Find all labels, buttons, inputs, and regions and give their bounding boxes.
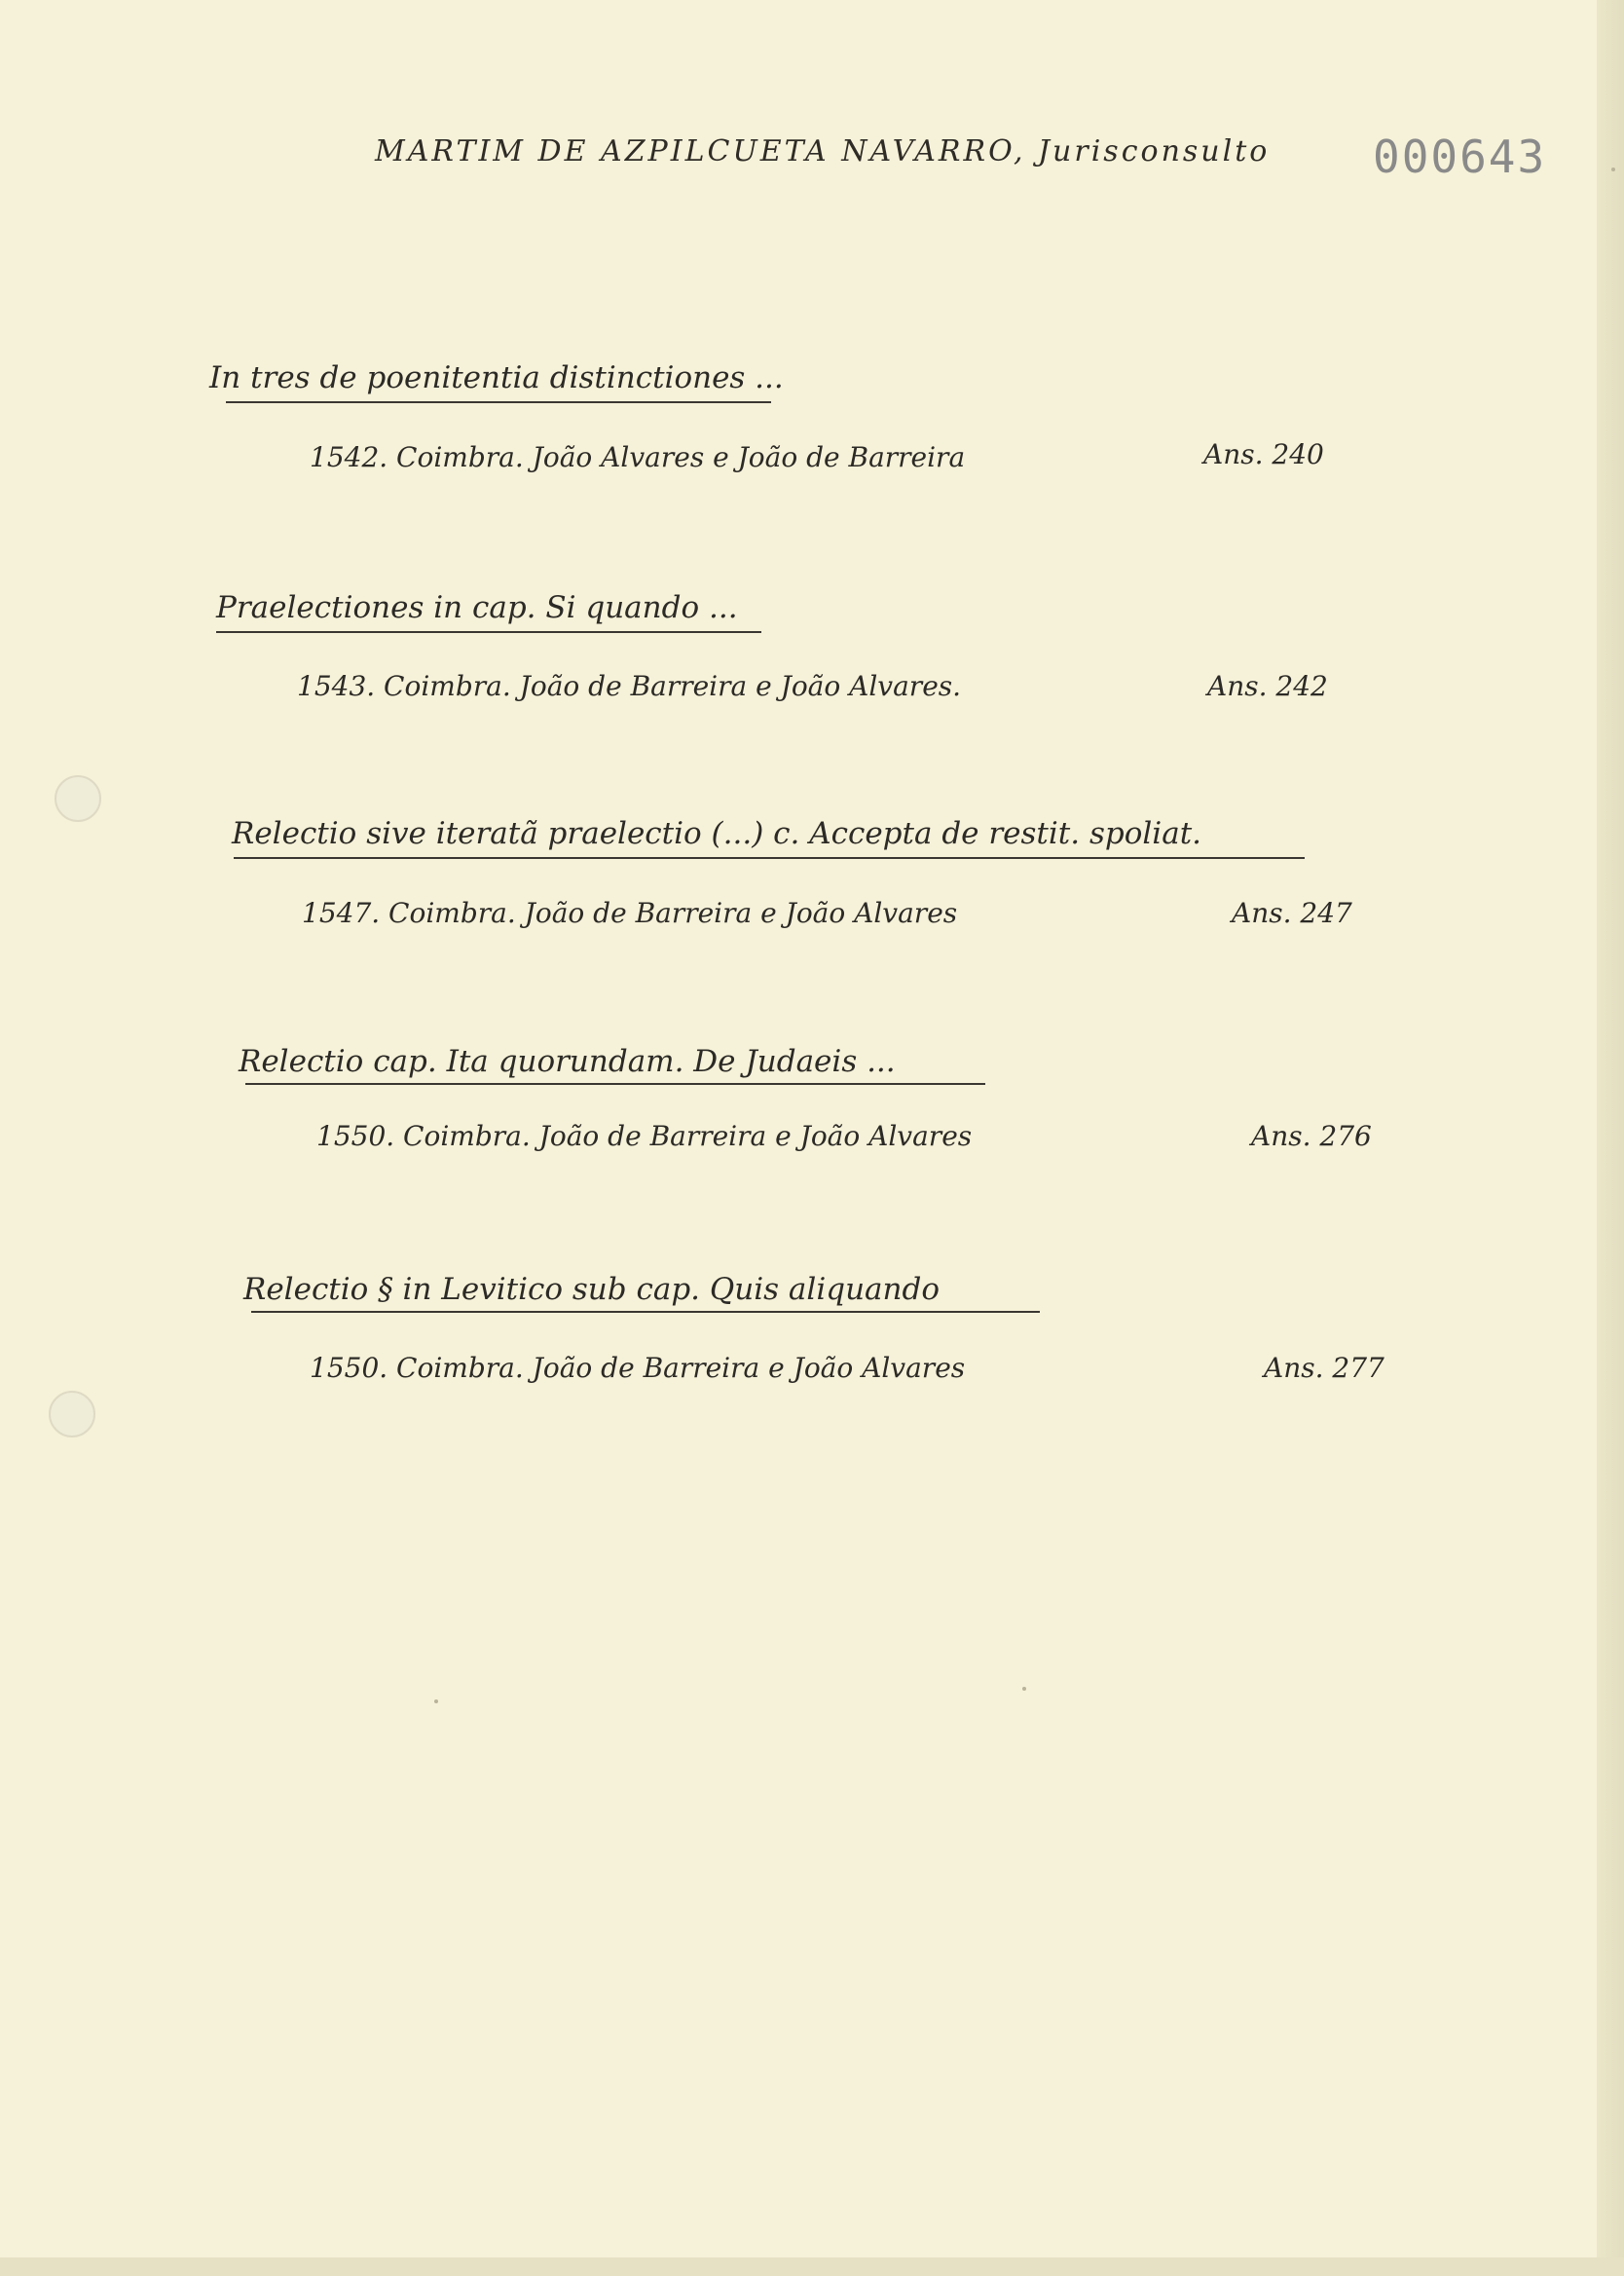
entry-imprint: 1547. Coimbra. João de Barreira e João Alvares bbox=[302, 897, 958, 929]
entry-shelfmark: Ans. 240 bbox=[1203, 438, 1324, 470]
entry-title-underline bbox=[234, 857, 1305, 859]
entry-imprint: 1543. Coimbra. João de Barreira e João Alvares. bbox=[297, 670, 962, 702]
entry-shelfmark: Ans. 242 bbox=[1207, 670, 1328, 702]
entry-imprint: 1550. Coimbra. João de Barreira e João Alvares bbox=[310, 1352, 966, 1384]
punch-hole-top bbox=[55, 775, 101, 822]
entry-title-underline bbox=[251, 1311, 1040, 1313]
paper-speck bbox=[1611, 168, 1615, 171]
entry-title: Relectio § in Levitico sub cap. Quis aliquando bbox=[243, 1272, 940, 1307]
entry-shelfmark: Ans. 277 bbox=[1264, 1352, 1384, 1384]
entry-title: Praelectiones in cap. Si quando ... bbox=[216, 590, 738, 625]
entry-title: In tres de poenitentia distinctiones ... bbox=[209, 360, 784, 395]
paper-speck bbox=[434, 1699, 438, 1703]
entry-title-underline bbox=[226, 401, 771, 403]
entry-shelfmark: Ans. 247 bbox=[1232, 897, 1352, 929]
paper-edge-right bbox=[1597, 0, 1624, 2276]
paper-edge-bottom bbox=[0, 2257, 1624, 2276]
entry-imprint: 1542. Coimbra. João Alvares e João de Barreira bbox=[310, 441, 966, 473]
card-header-author: MARTIM DE AZPILCUETA NAVARRO, Jurisconsulto bbox=[375, 134, 1271, 168]
catalogue-number-stamp: 000643 bbox=[1373, 131, 1547, 183]
paper-speck bbox=[1022, 1687, 1026, 1691]
entry-shelfmark: Ans. 276 bbox=[1251, 1120, 1372, 1152]
entry-imprint: 1550. Coimbra. João de Barreira e João Alvares bbox=[316, 1120, 973, 1152]
entry-title: Relectio cap. Ita quorundam. De Judaeis ... bbox=[239, 1044, 896, 1079]
punch-hole-bottom bbox=[49, 1391, 95, 1437]
entry-title-underline bbox=[245, 1083, 985, 1085]
entry-title: Relectio sive iteratã praelectio (...) c. Accepta de restit. spoliat. bbox=[232, 816, 1202, 851]
entry-title-underline bbox=[216, 631, 761, 633]
